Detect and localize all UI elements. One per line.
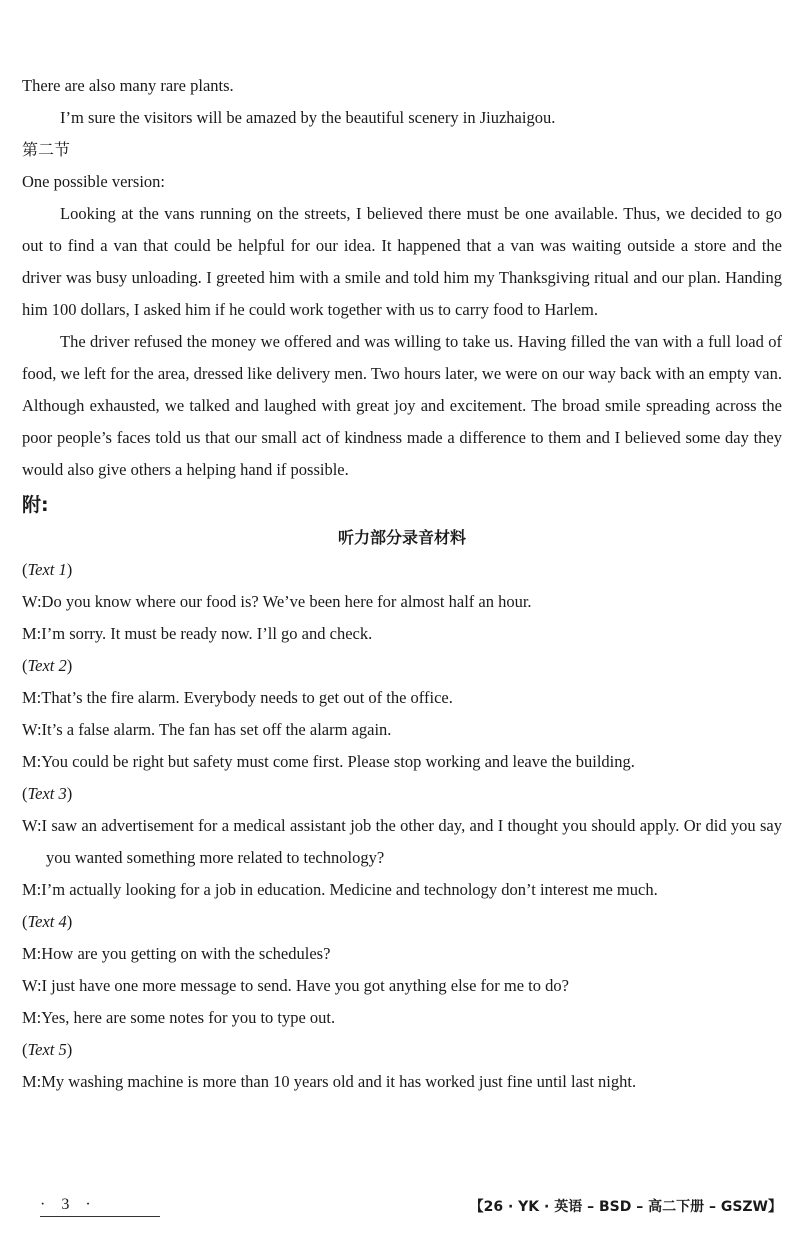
dialogue-line: M:How are you getting on with the schedules? [22, 944, 331, 963]
text-label: (Text 3) [22, 784, 73, 803]
text-label: (Text 1) [22, 560, 73, 579]
dialogue-line: W:I just have one more message to send. Have you got anything else for me to do? [22, 976, 569, 995]
essay-line: I’m sure the visitors will be amazed by the beautiful scenery in Jiuzhaigou. [60, 108, 556, 127]
page-footer [22, 1196, 782, 1224]
dialogue-line: M:You could be right but safety must come first. Please stop working and leave the building. [22, 752, 635, 771]
text-label: (Text 4) [22, 912, 73, 931]
essay-line: There are also many rare plants. [22, 76, 234, 95]
text-label-name: Text 4 [27, 912, 67, 931]
dialogue-line: W:Do you know where our food is? We’ve been here for almost half an hour. [22, 592, 532, 611]
text-label-name: Text 2 [27, 656, 67, 675]
text-label: (Text 2) [22, 656, 73, 675]
text-label: (Text 5) [22, 1040, 73, 1059]
text-label-name: Text 1 [27, 560, 67, 579]
dialogue-line: M:That’s the fire alarm. Everybody needs to get out of the office. [22, 688, 453, 707]
dialogue-line: W:It’s a false alarm. The fan has set off the alarm again. [22, 720, 392, 739]
page-content [22, 70, 782, 1098]
page-number: · 3 · [40, 1196, 160, 1217]
section-heading: 第二节 [22, 140, 71, 159]
dialogue-line: M:I’m actually looking for a job in education. Medicine and technology don’t interest me much. [22, 880, 658, 899]
essay-paragraph: The driver refused the money we offered and was willing to take us. Having filled the van with a full load of food, we left for the area, dressed like delivery men. Two hours later, we were on our way back with an empty van. Although exhausted, we talked and laughed with great joy and excitement. The broad smile spreading across the poor people’s faces told us that our small act of kindness made a difference to them and I believed some day they would also give others a helping hand if possible. [22, 332, 782, 479]
dialogue-line: M:Yes, here are some notes for you to type out. [22, 1008, 336, 1027]
text-label-name: Text 3 [27, 784, 67, 803]
dialogue-line: W:I saw an advertisement for a medical assistant job the other day, and I thought you should apply. Or did you say you wanted something more related to technology? [22, 816, 782, 867]
essay-paragraph: Looking at the vans running on the streets, I believed there must be one available. Thus, we decided to go out to find a van that could be helpful for our idea. It happened that a van was waiting outside a store and the driver was busy unloading. I greeted him with a smile and told him my Thanksgiving ritual and our plan. Handing him 100 dollars, I asked him if he could work together with us to carry food to Harlem. [22, 204, 782, 319]
text-label-name: Text 5 [27, 1040, 67, 1059]
document-code: 【26 · YK · 英语 – BSD – 高二下册 – GSZW】 [469, 1199, 782, 1215]
section-intro: One possible version: [22, 172, 165, 191]
dialogue-line: M:I’m sorry. It must be ready now. I’ll go and check. [22, 624, 373, 643]
appendix-label: 附: [22, 494, 49, 516]
dialogue-line: M:My washing machine is more than 10 years old and it has worked just fine until last night. [22, 1072, 637, 1091]
appendix-title: 听力部分录音材料 [337, 528, 466, 547]
